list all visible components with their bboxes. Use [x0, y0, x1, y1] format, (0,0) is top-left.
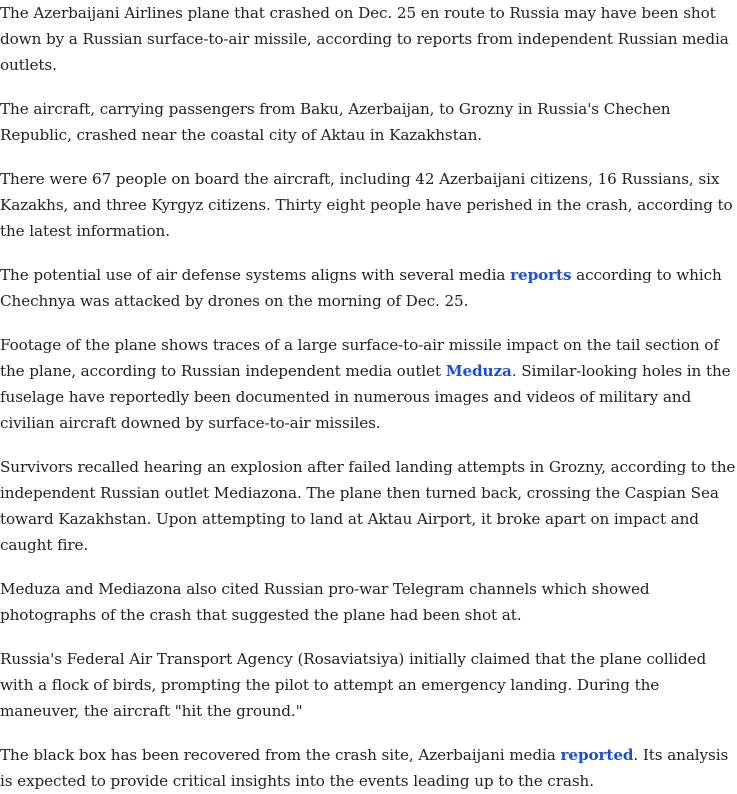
- paragraph-8: Russia's Federal Air Transport Agency (Rosaviatsiya) initially claimed that the plane collided with a flock of birds, prompting the pilot to attempt an emergency landing. During the maneuver, the aircraft "hit the ground.": [0, 650, 707, 720]
- paragraph-1: The Azerbaijani Airlines plane that crashed on Dec. 25 en route to Russia may have been shot down by a Russian surface-to-air missile, according to reports from independent Russian media outlets.: [0, 4, 729, 74]
- paragraph-3: There were 67 people on board the aircraft, including 42 Azerbaijani citizens, 16 Russians, six Kazakhs, and three Kyrgyz citizens. Thirty eight people have perished in the crash, according to the latest information.: [0, 170, 733, 240]
- paragraph-5-text-after: . Similar-looking holes in the fuselage have reportedly been documented in numerous images and videos of military and civilian aircraft downed by surface-to-air missiles.: [0, 362, 731, 432]
- paragraph-2: The aircraft, carrying passengers from Baku, Azerbaijan, to Grozny in Russia's Chechen Republic, crashed near the coastal city of Aktau in Kazakhstan.: [0, 100, 671, 144]
- paragraph-9-text-after: . Its analysis is expected to provide critical insights into the events leading up to the crash.: [0, 746, 729, 790]
- paragraph-7: Meduza and Mediazona also cited Russian pro-war Telegram channels which showed photographs of the crash that suggested the plane had been shot at.: [0, 580, 650, 624]
- paragraph-4-text-before: The potential use of air defense systems aligns with several media: [0, 266, 511, 284]
- reported-link[interactable]: reported: [560, 746, 634, 764]
- paragraph-5-text-before: Footage of the plane shows traces of a large surface-to-air missile impact on the tail section of the plane, according to Russian independent media outlet: [0, 336, 719, 380]
- meduza-link[interactable]: Meduza: [445, 362, 512, 380]
- reports-link[interactable]: reports: [510, 266, 572, 284]
- paragraph-9-text-before: The black box has been recovered from the crash site, Azerbaijani media: [0, 746, 561, 764]
- paragraph-5: [0, 332, 737, 436]
- paragraph-4-text-after: according to which Chechnya was attacked by drones on the morning of Dec. 25.: [0, 266, 722, 310]
- paragraph-6: Survivors recalled hearing an explosion after failed landing attempts in Grozny, according to the independent Russian outlet Mediazona. The plane then turned back, crossing the Caspian Sea toward Kazakhstan. Upon attempting to land at Aktau Airport, it broke apart on impact and caught fire.: [0, 458, 736, 554]
- paragraph-4: [0, 262, 737, 314]
